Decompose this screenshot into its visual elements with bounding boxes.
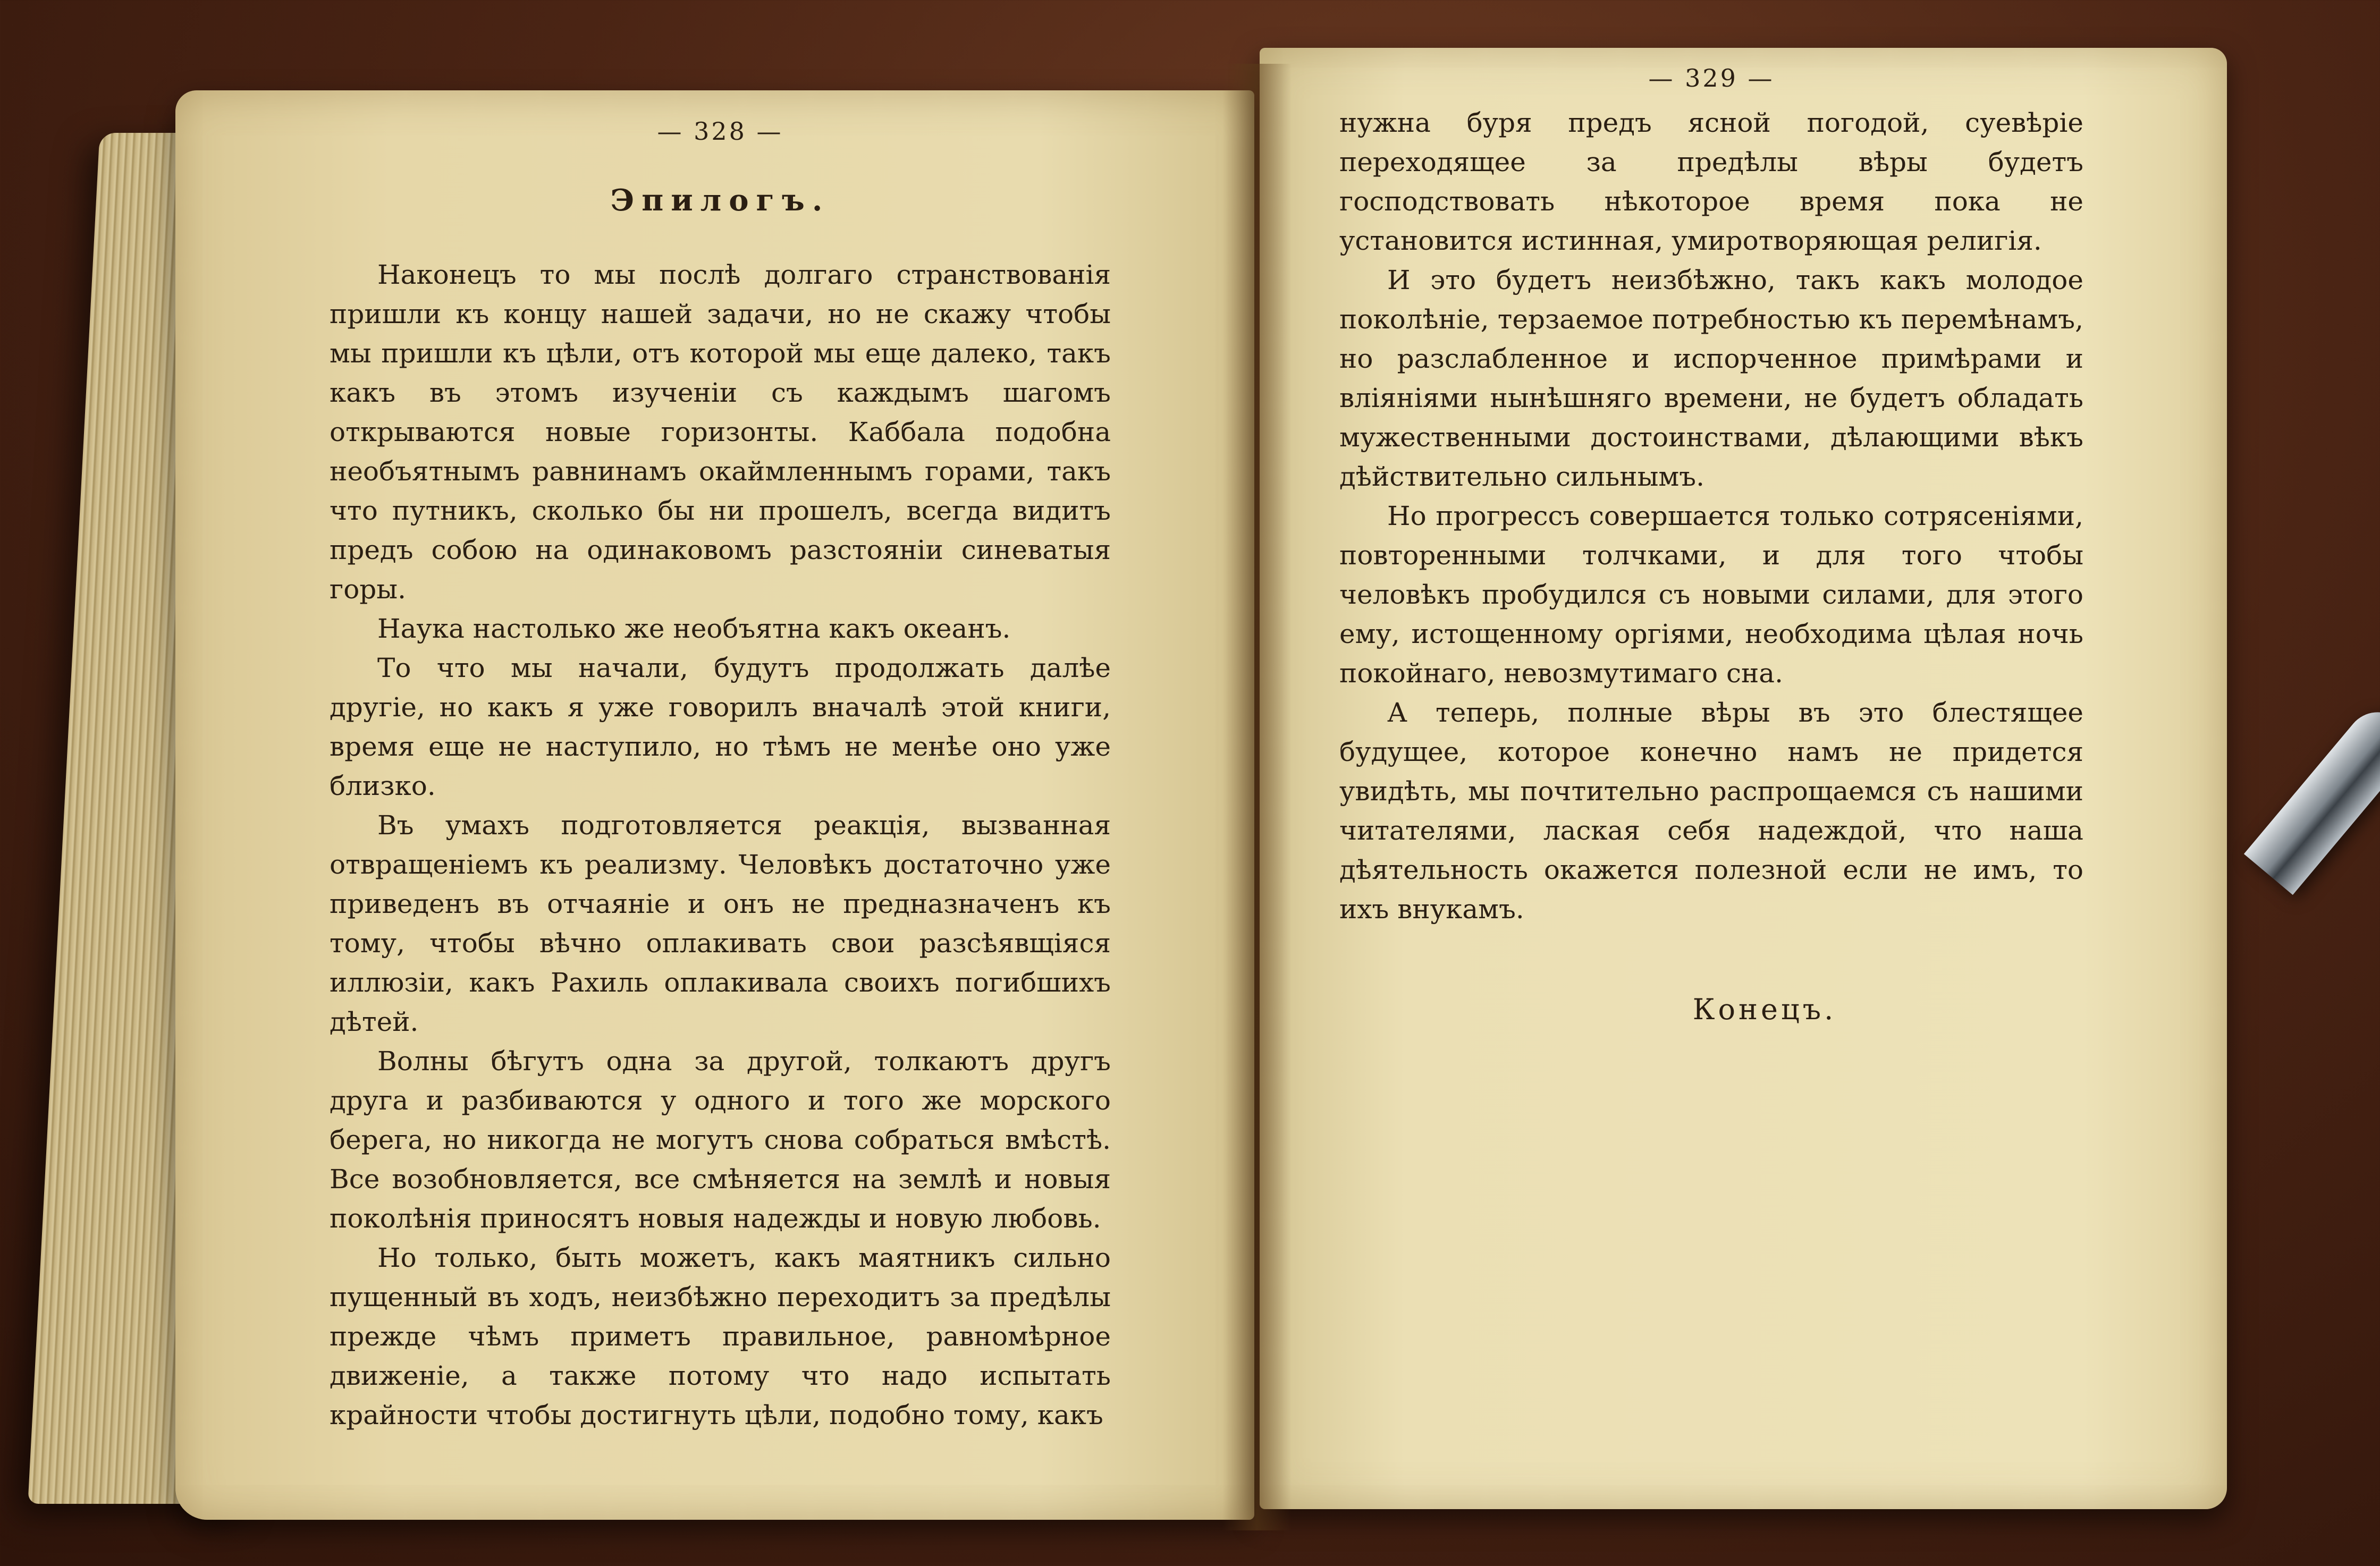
page-number-right: — 329 — xyxy=(1648,64,1775,92)
paragraph: Но только, быть можетъ, какъ маятникъ сильно пущенный въ ходъ, неизбѣжно переходитъ за предѣлы прежде чѣмъ приметъ правильное, равномѣрное движеніе, а также потому что надо испытать крайности чтобы достигнуть цѣли, подобно тому, какъ xyxy=(330,1242,1111,1430)
ending-text: Конецъ. xyxy=(1692,993,1837,1026)
paragraph: Въ умахъ подготовляется реакція, вызванная отвращеніемъ къ реализму. Человѣкъ достаточно уже приведенъ въ отчаяніе и онъ не предназначенъ къ тому, чтобы вѣчно оплакивать свои разсѣявщіяся иллюзіи, какъ Рахиль оплакивала своихъ погибшихъ дѣтей. xyxy=(330,810,1111,1037)
knife-blade xyxy=(2244,699,2380,895)
paragraph: Волны бѣгутъ одна за другой, толкаютъ другъ друга и разбиваются у одного и того же морского берега, но никогда не могутъ снова собраться вмѣстѣ. Все возобновляется, все смѣняется на землѣ и новыя поколѣнія приносятъ новыя надежды и новую любовь. xyxy=(330,1046,1111,1234)
paragraph: Наука настолько же необъятна какъ океанъ. xyxy=(377,613,1011,644)
book-gutter xyxy=(1222,64,1292,1530)
left-page-text xyxy=(330,117,1111,1435)
page-number-left: — 328 — xyxy=(657,117,783,146)
right-page-text xyxy=(1339,64,2083,1026)
paragraph: И это будетъ неизбѣжно, такъ какъ молодое поколѣніе, терзаемое потребностью къ перемѣнамъ, но разслабленное и испорченное примѣрами и вліяніями нынѣшняго времени, не будетъ обладать мужественными достоинствами, дѣлающими вѣкъ дѣйствительно сильнымъ. xyxy=(1339,265,2083,492)
paragraph-continuation: нужна буря предъ ясной погодой, суевѣріе переходящее за предѣлы вѣры будетъ господствовать нѣкоторое время пока не установится истинная, умиротворяющая религія. xyxy=(1339,107,2083,256)
paragraph: Наконецъ то мы послѣ долгаго странствованія пришли къ концу нашей задачи, но не скажу чтобы мы пришли къ цѣли, отъ которой мы еще далеко, такъ какъ въ этомъ изученіи съ каждымъ шагомъ открываются новые горизонты. Каббала подобна необъятнымъ равнинамъ окаймленнымъ горами, такъ что путникъ, сколько бы ни прошелъ, всегда видитъ предъ собою на одинаковомъ разстояніи синеватыя горы. xyxy=(330,259,1111,605)
paragraph: Но прогрессъ совершается только сотрясеніями, повторенными толчками, и для того чтобы человѣкъ пробудился съ новыми силами, для этого ему, истощенному оргіями, необходима цѣлая ночь покойнаго, невозмутимаго сна. xyxy=(1339,501,2083,689)
paragraph: То что мы начали, будутъ продолжать далѣе другіе, но какъ я уже говорилъ вначалѣ этой книги, время еще не наступило, но тѣмъ не менѣе оно уже близко. xyxy=(330,653,1111,801)
chapter-heading: Эпилогъ. xyxy=(610,183,830,218)
paragraph: А теперь, полные вѣры въ это блестящее будущее, которое конечно намъ не придется увидѣть, мы почтительно распрощаемся съ нашими читателями, лаская себя надеждой, что наша дѣятельность окажется полезной если не имъ, то ихъ внукамъ. xyxy=(1339,697,2083,925)
